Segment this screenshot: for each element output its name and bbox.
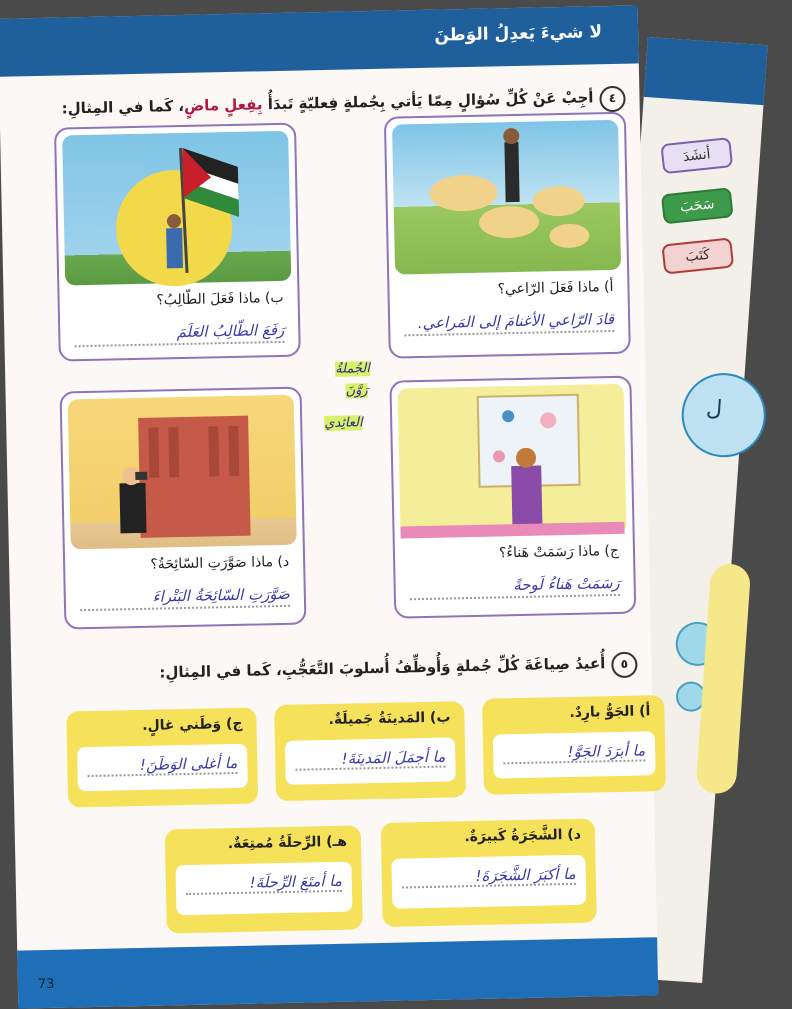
card-shepherd xyxy=(384,112,631,359)
sheep-icon xyxy=(532,186,585,217)
petra-column xyxy=(148,428,159,478)
student-illustration xyxy=(62,131,291,286)
handwritten-note-3: العائِدي xyxy=(324,415,363,432)
tourist-illustration xyxy=(68,395,297,550)
painting-illustration xyxy=(398,384,627,539)
workbook-page xyxy=(0,5,658,1008)
exercise5-item-a xyxy=(482,695,666,795)
exercise5-item-b-box xyxy=(285,737,456,785)
next-page-header xyxy=(644,37,768,105)
exercise5-text: أُعيدُ صِياغَةَ كُلِّ جُملةٍ وَأُوظِّفُ أُسلوبَ التَّعَجُّبِ، كَما في المِثالِ: xyxy=(159,654,606,682)
shepherd-scene xyxy=(392,120,619,275)
petra-column xyxy=(208,426,219,476)
exercise5-item-d-box xyxy=(391,855,586,909)
flag-scene xyxy=(62,131,289,286)
card-shepherd-question: أ) ماذا فَعَلَ الرّاعي؟ xyxy=(497,278,614,298)
tourist-figure xyxy=(119,483,146,534)
exercise5-instruction xyxy=(17,652,637,691)
exercise5-item-e xyxy=(165,825,363,933)
card-tourist-question: د) ماذا صَوَّرَتِ السّائِحَةُ؟ xyxy=(150,553,290,573)
card-shepherd-answer: قادَ الرّاعي الأغنامَ إلى المَراعي. xyxy=(404,310,614,336)
exercise5-item-b-answer: ما أجمَلَ المَدينَةَ! xyxy=(295,748,445,771)
shepherd-illustration xyxy=(392,120,621,275)
girl-figure xyxy=(511,466,542,527)
sheep-icon xyxy=(479,206,540,239)
card-student-question: ب) ماذا فَعَلَ الطّالِبُ؟ xyxy=(156,289,284,309)
exercise4-number: ٤ xyxy=(599,86,626,113)
shepherd-head xyxy=(503,128,519,144)
card-painting xyxy=(389,376,636,619)
side-tag-2: سَحَبَ xyxy=(661,187,734,224)
petra-column xyxy=(168,427,179,477)
exercise5-item-c-question: ج) وَطَني غالٍ. xyxy=(142,715,243,734)
card-painting-question: ج) ماذا رَسَمَتْ هَناءُ؟ xyxy=(498,542,620,562)
card-tourist xyxy=(60,387,307,630)
handwritten-note-2: رَوَّنَ xyxy=(345,383,368,399)
exercise5-item-a-question: أ) الجَوُّ بارِدٌ. xyxy=(569,703,651,721)
exercise5-item-a-box xyxy=(493,731,656,778)
exercise5-item-d-question: د) الشَّجَرَةُ كَبيرَةٌ. xyxy=(464,826,582,846)
card-student-answer: رَفَعَ الطّالِبُ العَلَمَ xyxy=(74,321,284,347)
painting-scene xyxy=(398,384,625,539)
exercise4-text-b: ، كَما في المِثالِ: xyxy=(61,96,185,118)
exercise5-item-d xyxy=(381,818,597,926)
side-bubble-label: ل xyxy=(705,395,723,423)
exercise5-item-c-box xyxy=(77,744,248,792)
exercise5-item-e-box xyxy=(175,862,352,916)
exercise5-item-c-answer: ما أغلى الوَطَنَ! xyxy=(87,754,237,777)
exercise5-item-b xyxy=(274,701,466,801)
side-pane xyxy=(695,563,751,795)
sheep-icon xyxy=(429,174,498,211)
side-bubble xyxy=(679,370,769,460)
exercise5-item-e-question: هـ) الرِّحلَةُ مُمتِعَةٌ. xyxy=(227,833,348,853)
student-figure xyxy=(166,228,183,268)
shepherd-figure xyxy=(504,142,519,202)
sheep-icon xyxy=(549,223,589,248)
camera-icon xyxy=(135,472,147,480)
exercise4-text-highlight: بِفِعلٍ ماضٍ xyxy=(183,95,263,115)
side-tag-1: أنشَدَ xyxy=(660,137,733,174)
card-painting-answer: رَسَمَتْ هَناءُ لَوحةً xyxy=(410,574,620,600)
handwritten-note-1: الجُملةُ xyxy=(334,361,371,377)
card-tourist-answer: صَوَّرَتِ السّائِحَةُ البَتْراءَ xyxy=(80,585,290,611)
exercise5-item-a-answer: ما أبرَدَ الجَوَّ! xyxy=(503,741,645,764)
side-tag-3: كَتَبَ xyxy=(661,237,734,274)
exercise5-item-d-answer: ما أكبَرَ الشَّجَرَةَ! xyxy=(402,865,576,889)
page-number: 73 xyxy=(37,976,55,993)
exercise5-item-c xyxy=(66,708,258,808)
card-student xyxy=(54,123,301,362)
petra-scene xyxy=(68,395,295,550)
petra-column xyxy=(228,426,239,476)
exercise5-item-e-answer: ما أمتَعَ الرِّحلَةَ! xyxy=(186,872,342,895)
page-footer xyxy=(17,937,658,1008)
floor-stripe xyxy=(400,522,624,539)
page-title: لا شيءَ يَعدِلُ الوَطنَ xyxy=(434,22,603,46)
page-header xyxy=(0,5,639,76)
exercise4-text-a: أجِبْ عَنْ كُلِّ سُؤالٍ مِمّا يَأتي بِجُملةٍ فِعليّةٍ تَبدَأُ xyxy=(262,88,594,114)
exercise5-number: ٥ xyxy=(611,652,638,679)
exercise5-item-b-question: ب) المَدينَةُ جَميلَةٌ. xyxy=(328,709,451,729)
